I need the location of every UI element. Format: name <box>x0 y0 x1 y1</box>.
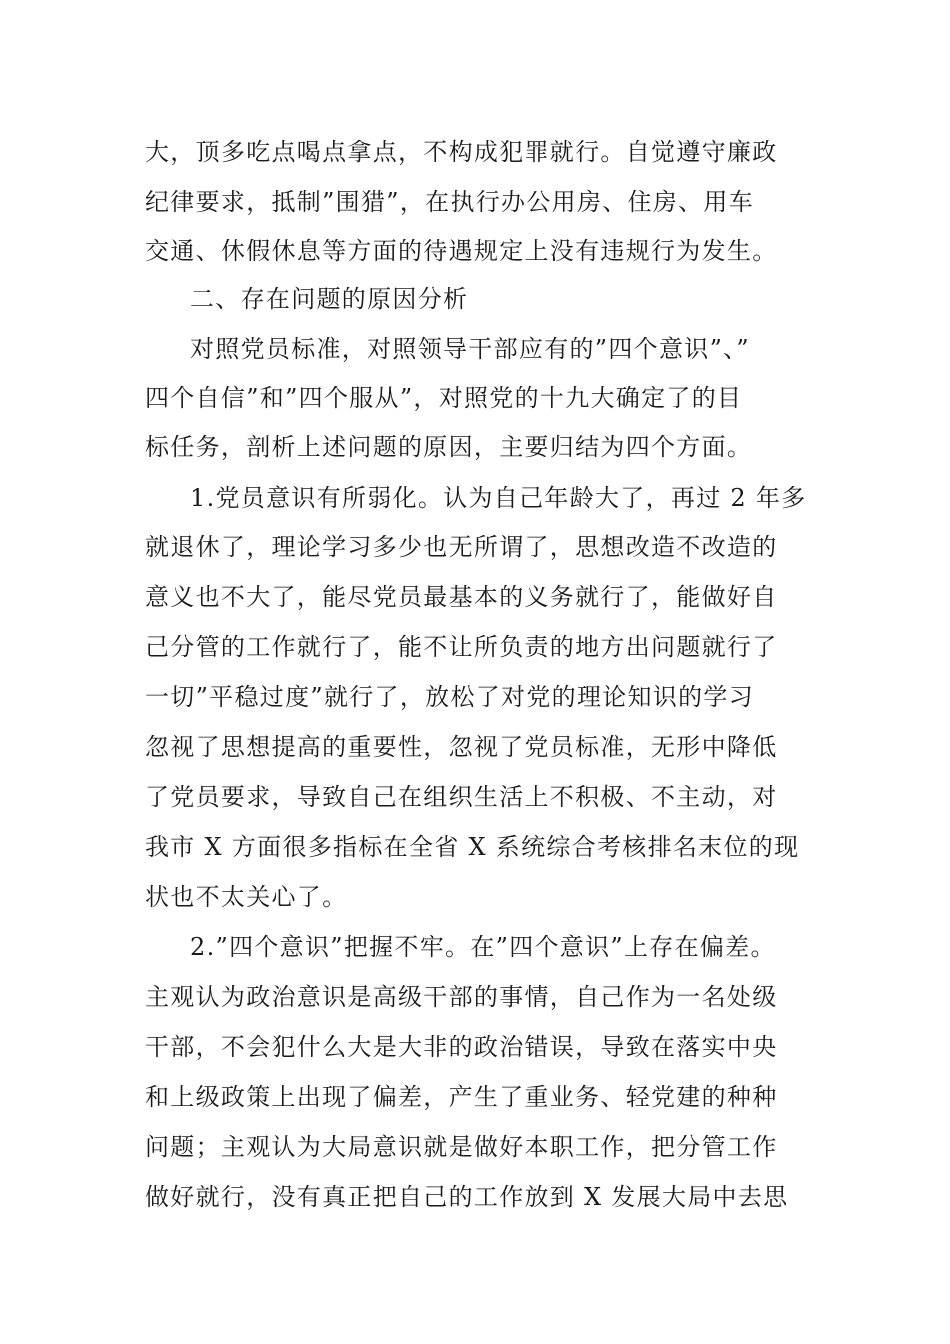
text-line: 忽视了思想提高的重要性，忽视了党员标准，无形中降低 <box>145 733 778 761</box>
text-line: 我市 X 方面很多指标在全省 X 系统综合考核排名末位的现 <box>145 833 800 861</box>
text-line: 大，顶多吃点喝点拿点，不构成犯罪就行。自觉遵守廉政 <box>145 138 778 166</box>
text-line: 1.党员意识有所弱化。认为自己年龄大了，再过 2 年多 <box>190 484 807 512</box>
text-line: 对照党员标准，对照领导干部应有的”四个意识”、” <box>190 335 751 363</box>
text-line: 一切”平稳过度”就行了，放松了对党的理论知识的学习 <box>145 683 755 711</box>
text-line: 主观认为政治意识是高级干部的事情，自己作为一名处级 <box>145 983 778 1011</box>
text-line: 四个自信”和”四个服从”，对照党的十九大确定了的目 <box>145 384 743 412</box>
text-line: 了党员要求，导致自己在组织生活上不积极、不主动，对 <box>145 783 778 811</box>
text-line: 交通、休假休息等方面的待遇规定上没有违规行为发生。 <box>145 237 778 265</box>
text-line: 标任务，剖析上述问题的原因，主要归结为四个方面。 <box>145 433 753 461</box>
text-line: 问题；主观认为大局意识就是做好本职工作，把分管工作 <box>145 1133 778 1161</box>
text-line: 2.”四个意识”把握不牢。在”四个意识”上存在偏差。 <box>190 933 776 961</box>
section-heading: 二、存在问题的原因分析 <box>190 285 469 313</box>
text-line: 干部，不会犯什么大是大非的政治错误，导致在落实中央 <box>145 1033 778 1061</box>
text-line: 纪律要求，抵制”围猎”，在执行办公用房、住房、用车 <box>145 188 755 216</box>
text-line: 做好就行，没有真正把自己的工作放到 X 发展大局中去思 <box>145 1183 789 1211</box>
text-line: 状也不太关心了。 <box>145 883 348 911</box>
text-line: 意义也不大了，能尽党员最基本的义务就行了，能做好自 <box>145 583 778 611</box>
text-line: 就退休了，理论学习多少也无所谓了，思想改造不改造的 <box>145 533 778 561</box>
text-line: 己分管的工作就行了，能不让所负责的地方出问题就行了 <box>145 633 778 661</box>
text-line: 和上级政策上出现了偏差，产生了重业务、轻党建的种种 <box>145 1083 778 1111</box>
